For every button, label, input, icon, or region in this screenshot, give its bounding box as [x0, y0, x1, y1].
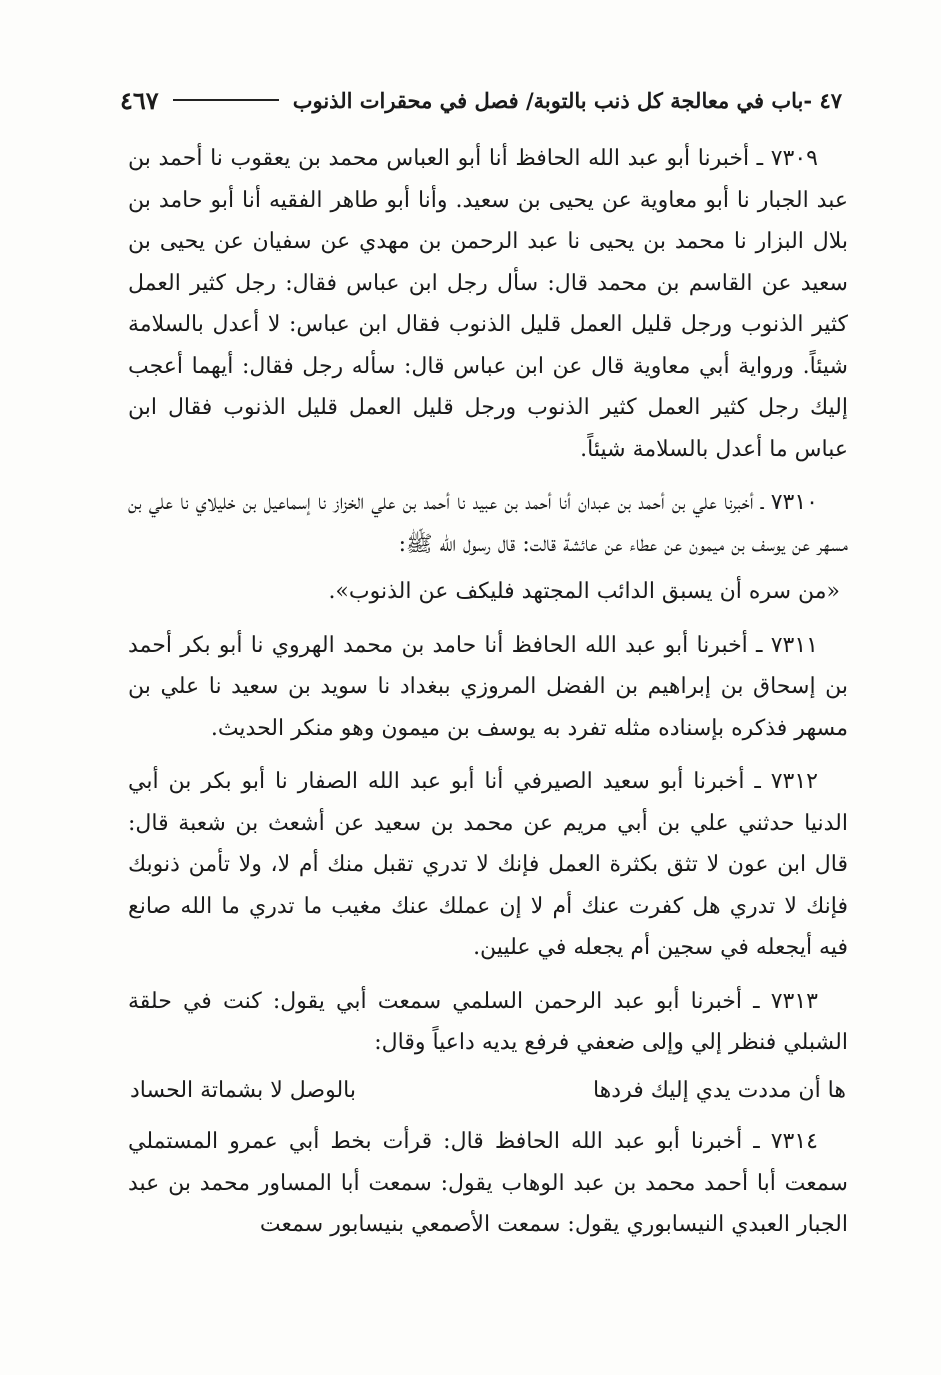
page-header: [120, 80, 842, 120]
hadith-7312: ٧٣١٢ ـ أخبرنا أبو سعيد الصيرفي أنا أبو عبد الله الصفار نا أبو بكر بن أبي الدنيا حدثني علي بن أبي مريم عن محمد بن سعيد عن أشعث بن شعبة قال: قال ابن عون لا تثق بكثرة العمل فإنك لا تدري تقبل منك أم لا، ولا تأمن ذنوبك فإنك لا تدري هل كفرت عنك أم لا إن عملك عنك مغيب ما تدري ما الله صانع فيه أيجعله في سجين أم يجعله في عليين.: [128, 769, 848, 960]
hadith-7310: ٧٣١٠ ـ أخبرنا علي بن أحمد بن عبدان أنا أحمد بن عبيد نا أحمد بن علي الخزاز نا إسماعيل بن خليلاي نا علي بن مسهر عن يوسف بن ميمون عن عطاء عن عائشة قالت: قال رسول الله ﷺ:: [128, 490, 848, 557]
hadith-7309: ٧٣٠٩ ـ أخبرنا أبو عبد الله الحافظ أنا أبو العباس محمد بن يعقوب نا أحمد بن عبد الجبار نا أبو معاوية عن يحيى بن سعيد. وأنا أبو طاهر الفقيه أنا أبو حامد بن بلال البزار نا محمد بن يحيى نا عبد الرحمن بن مهدي عن سفيان عن يحيى بن سعيد عن القاسم بن محمد قال: سأل رجل ابن عباس فقال: رجل كثير العمل كثير الذنوب ورجل قليل العمل قليل الذنوب فقال ابن عباس: لا أعدل بالسلامة شيئاً. ورواية أبي معاوية قال عن ابن عباس قال: سأله رجل فقال: أيهما أعجب إليك رجل كثير العمل كثير الذنوب ورجل قليل العمل قليل الذنوب فقال ابن عباس ما أعدل بالسلامة شيئاً.: [128, 146, 848, 462]
running-title: ٤٧ -باب في معالجة كل ذنب بالتوبة/ فصل في محقرات الذنوب: [292, 87, 842, 113]
poem-verse: [128, 1070, 848, 1112]
hadith-7313: ٧٣١٣ ـ أخبرنا أبو عبد الرحمن السلمي سمعت أبي يقول: كنت في حلقة الشبلي فنظر إلي وإلى ضعفي فرفع يديه داعياً وقال:: [128, 988, 848, 1055]
hadith-7310-quote: «من سره أن يسبق الدائب المجتهد فليكف عن الذنوب».: [328, 579, 840, 604]
hadith-7311: ٧٣١١ ـ أخبرنا أبو عبد الله الحافظ أنا حامد بن محمد الهروي نا أبو بكر أحمد بن إسحاق بن إبراهيم بن الفضل المروزي ببغداد نا سويد بن سعيد نا علي بن مسهر فذكره بإسناده مثله تفرد به يوسف بن ميمون وهو منكر الحديث.: [128, 632, 848, 741]
verse-first-hemistich: ها أن مددت يدي إليك فردها: [592, 1077, 846, 1103]
page-body: [128, 138, 848, 1258]
verse-second-hemistich: بالوصل لا بشماتة الحساد: [130, 1077, 356, 1103]
header-rule: [173, 99, 279, 101]
page-number: ٤٦٧: [120, 85, 159, 115]
hadith-7314: ٧٣١٤ ـ أخبرنا أبو عبد الله الحافظ قال: قرأت بخط أبي عمرو المستملي سمعت أبا أحمد محمد بن عبد الوهاب يقول: سمعت أبا المساور محمد بن عبد الجبار العبدي النيسابوري يقول: سمعت الأصمعي بنيسابور سمعت: [128, 1129, 848, 1237]
